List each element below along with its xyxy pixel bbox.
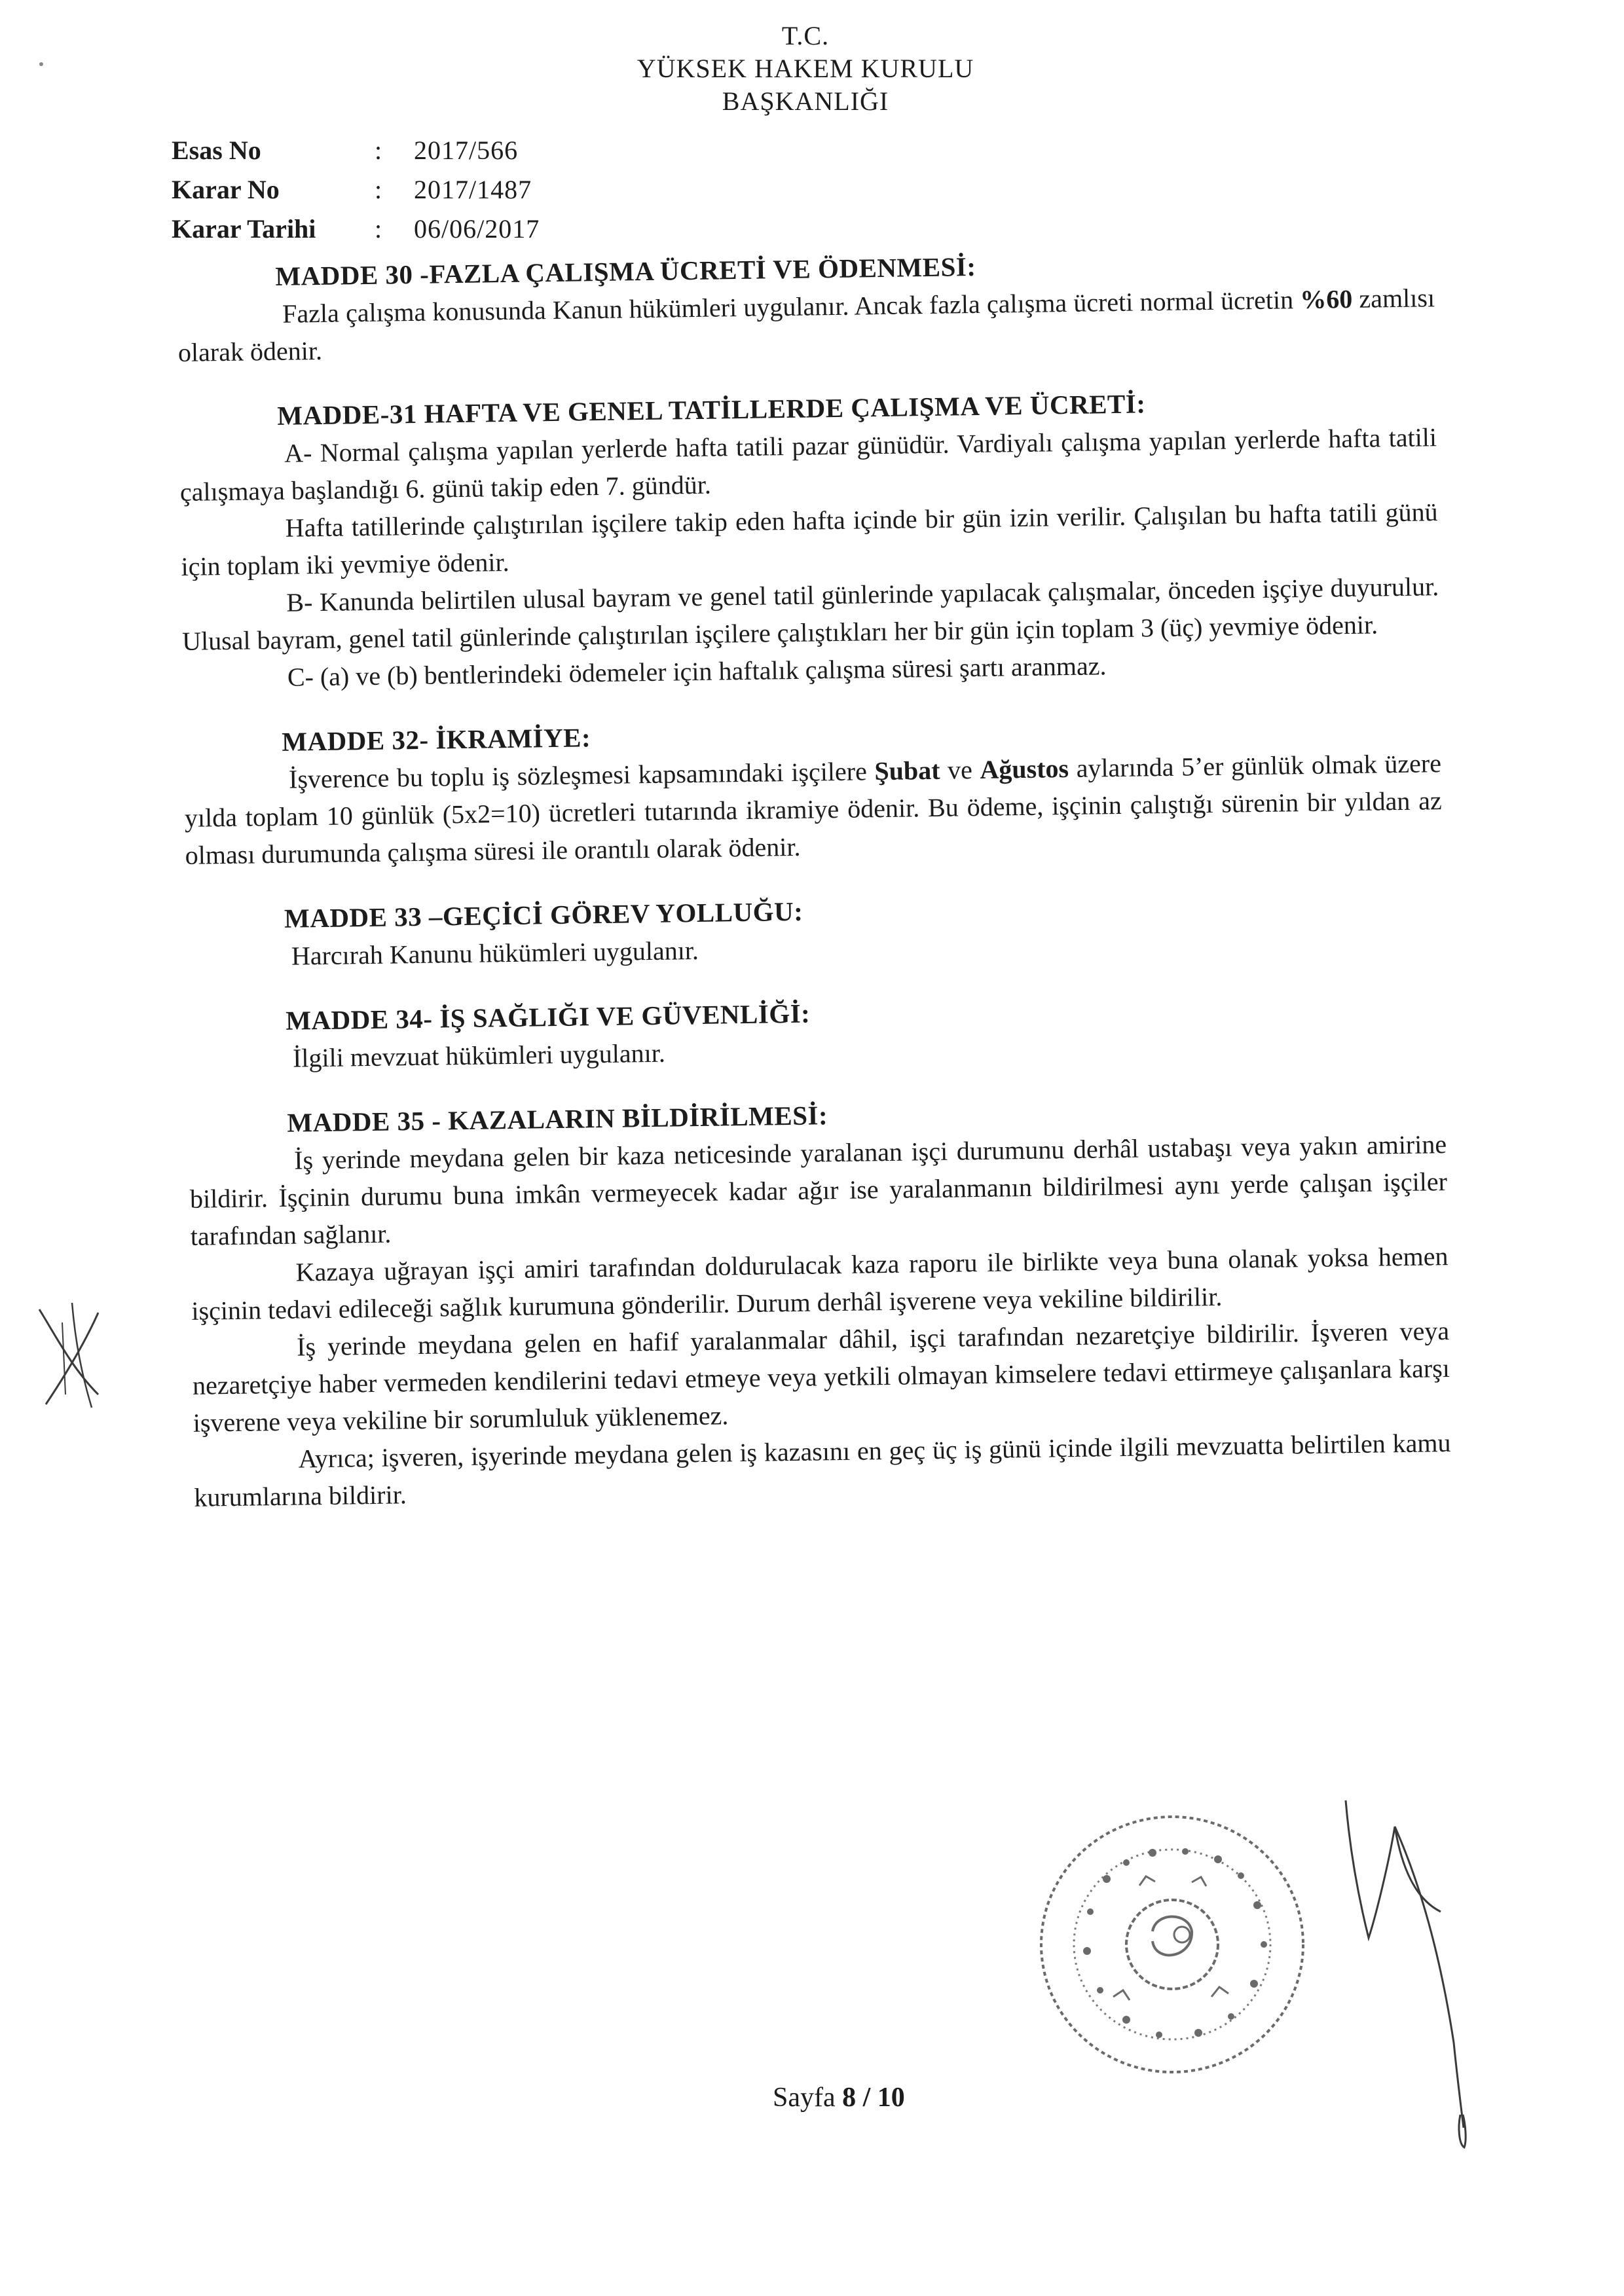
official-seal-icon xyxy=(1022,1800,1323,2088)
article-paragraph: İlgili mevzuat hükümleri uygulanır. xyxy=(292,1038,666,1073)
article-paragraph: Hafta tatillerinde çalıştırılan işçilere takip eden hafta içinde bir gün izin verilir. Çalışılan bu hafta tatili günü için toplam iki yevmiye ödenir. xyxy=(181,497,1438,581)
text-run: İşverence bu toplu iş sözleşmesi kapsamındaki işçilere xyxy=(288,756,875,794)
article-heading: MADDE 33 –GEÇİCİ GÖREV YOLLUĞU: xyxy=(284,896,803,934)
article-heading: MADDE 30 -FAZLA ÇALIŞMA ÜCRETİ VE ÖDENMESİ: xyxy=(275,251,976,291)
header-institution: YÜKSEK HAKEM KURULU xyxy=(637,54,974,83)
article-paragraph: Ayrıca; işveren, işyerinde meydana gelen iş kazasını en geç üç iş günü içinde ilgili mevzuatta belirtilen kamu kurumlarına bildirir. xyxy=(194,1428,1451,1512)
document-body xyxy=(177,242,1452,1544)
article-34 xyxy=(187,986,1445,1078)
meta-label: Karar Tarihi xyxy=(172,214,316,244)
article-heading: MADDE 32- İKRAMİYE: xyxy=(281,722,591,757)
article-35 xyxy=(189,1088,1452,1516)
text-run: ve xyxy=(940,754,980,785)
article-paragraph: Harcırah Kanunu hükümleri uygulanır. xyxy=(291,935,699,971)
article-30 xyxy=(177,242,1435,371)
text-run-bold: %60 xyxy=(1299,283,1353,315)
meta-label: Karar No xyxy=(172,175,280,204)
article-paragraph xyxy=(184,744,1443,874)
meta-colon: : xyxy=(375,136,382,165)
article-heading: MADDE 34- İŞ SAĞLIĞI VE GÜVENLİĞİ: xyxy=(285,998,811,1036)
meta-row-esas xyxy=(172,131,540,170)
signature-icon xyxy=(1329,1787,1486,2154)
article-heading: MADDE 35 - KAZALARIN BİLDİRİLMESİ: xyxy=(287,1100,828,1138)
article-32 xyxy=(183,707,1443,874)
header-department: BAŞKANLIĞI xyxy=(722,86,889,116)
article-31 xyxy=(179,381,1440,697)
meta-row-tarih xyxy=(172,210,540,249)
article-paragraph: Kazaya uğrayan işçi amiri tarafından doldurulacak kaza raporu ile birlikte veya buna olanak yoksa hemen işçinin tedavi edileceği sağlık kurumuna gönderilir. Durum derhâl işverene veya vekiline bildirilir. xyxy=(191,1241,1449,1326)
meta-label: Esas No xyxy=(172,136,261,165)
meta-value: 06/06/2017 xyxy=(414,214,540,244)
page-label: Sayfa xyxy=(773,2083,843,2113)
meta-colon: : xyxy=(375,214,382,244)
article-heading: MADDE-31 HAFTA VE GENEL TATİLLERDE ÇALIŞMA VE ÜCRETİ: xyxy=(277,388,1146,431)
page-footer xyxy=(773,2082,905,2113)
article-paragraph: C- (a) ve (b) bentlerindeki ödemeler için haftalık çalışma süresi şartı aranmaz. xyxy=(287,651,1107,692)
scan-speck xyxy=(39,62,43,66)
meta-value: 2017/566 xyxy=(414,136,519,165)
text-run-bold: Ağustos xyxy=(980,754,1069,784)
article-paragraph: İş yerinde meydana gelen en hafif yaralanmalar dâhil, işçi tarafından nezaretçiye bildirilir. İşveren veya nezaretçiye haber vermeden kendilerini tedavi etmeye veya yetkili olmayan kimselere tedavi ettirmeye çalışanlara karşı işverene veya vekiline bir sorumluluk yüklenemez. xyxy=(192,1316,1450,1438)
text-run: aylarında 5’er günlük olmak üzere yılda toplam 10 günlük (5x2=10) ücretleri tutarında ikramiye ödenir. Bu ödeme, işçinin çalıştığı sürenin bir yıldan az olması durumunda çalışma süresi ile orantılı olarak ödenir. xyxy=(184,748,1443,870)
article-paragraph: B- Kanunda belirtilen ulusal bayram ve genel tatil günlerinde yapılacak çalışmalar, önceden işçiye duyurulur. Ulusal bayram, genel tatil günlerinde çalıştırılan işçilere çalıştıkları her bir gün için toplam 3 (üç) yevmiye ödenir. xyxy=(181,572,1439,656)
text-run: Fazla çalışma konusunda Kanun hükümleri uygulanır. Ancak fazla çalışma ücreti normal ücretin xyxy=(282,285,1301,329)
meta-row-karar xyxy=(172,170,540,210)
article-33 xyxy=(186,884,1444,976)
article-paragraph: A- Normal çalışma yapılan yerlerde hafta tatili pazar günüdür. Vardiyalı çalışma yapılan yerlerde hafta tatili çalışmaya başlandığı 6. günü takip eden 7. gündür. xyxy=(179,422,1437,507)
initials-mark-icon xyxy=(26,1296,124,1414)
meta-colon: : xyxy=(375,175,382,204)
article-paragraph: İş yerinde meydana gelen bir kaza neticesinde yaralanan işçi durumunu derhâl ustabaşı veya yakın amirine bildirir. İşçinin durumu buna imkân vermeyecek kadar ağır ise yaralanmanın bildirilmesi aynı yerde çalışan işçiler tarafından sağlanır. xyxy=(189,1129,1448,1251)
document-header xyxy=(557,20,1054,118)
case-metadata xyxy=(172,131,540,249)
header-tc: T.C. xyxy=(781,21,830,50)
text-run: zamlısı olarak ödenir. xyxy=(177,283,1435,367)
meta-value: 2017/1487 xyxy=(414,175,532,204)
page-number: 8 / 10 xyxy=(842,2083,905,2113)
text-run-bold: Şubat xyxy=(874,755,940,786)
